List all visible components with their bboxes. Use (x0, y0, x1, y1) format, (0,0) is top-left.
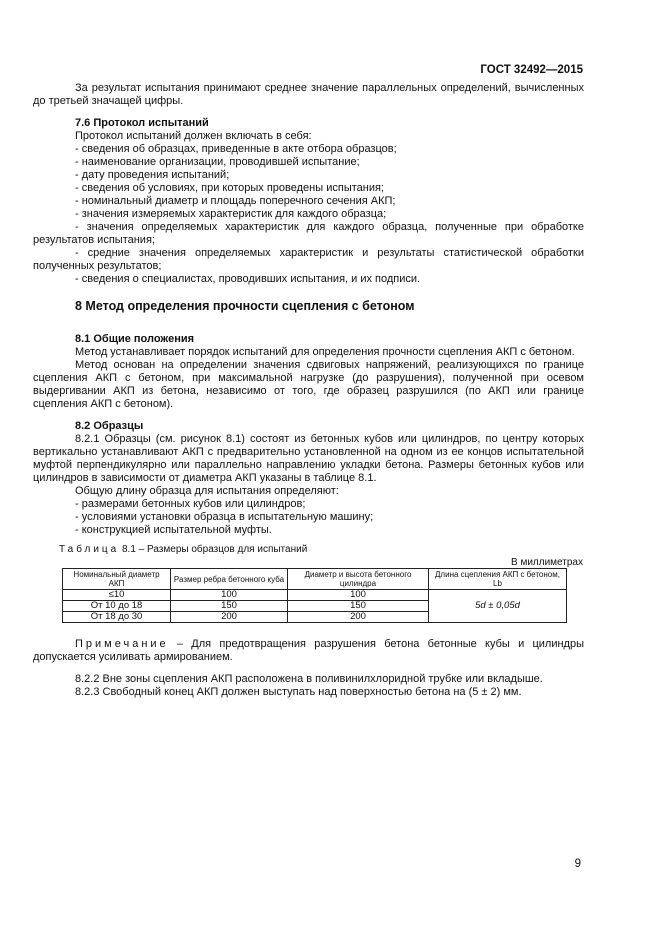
list-item: - средние значения определяемых характеристик и результаты статистической обработки полученных результатов; (33, 247, 584, 272)
table-header-row (63, 569, 567, 590)
table-cell: От 18 до 30 (63, 612, 171, 623)
standard-code: ГОСТ 32492—2015 (480, 64, 583, 76)
tail-text (75, 673, 583, 699)
list-item: - наименование организации, проводившей испытание; (75, 156, 360, 168)
section-7-6-lead: Протокол испытаний должен включать в себя: (75, 130, 312, 142)
table-header-cell (429, 569, 567, 590)
table-caption-text: 8.1 – Размеры образцов для испытаний (122, 544, 308, 555)
intro-paragraph: За результат испытания принимают среднее значение параллельных определений, вычисленных до третьей значащей цифры. (33, 82, 584, 107)
paragraph: Общую длину образца для испытания определяют: (75, 485, 339, 497)
list-item: - размерами бетонных кубов или цилиндров; (75, 498, 306, 510)
table-caption (59, 544, 307, 555)
table-units: В миллиметрах (511, 557, 583, 568)
paragraph: Метод устанавливает порядок испытаний для определения прочности сцепления АКП с бетоном. (75, 346, 575, 358)
table-cell: 100 (171, 590, 288, 601)
main-text (33, 82, 584, 537)
list-item: - сведения об образцах, приведенные в акте отбора образцов; (75, 143, 397, 155)
list-item: - конструкцией испытательной муфты. (75, 524, 272, 536)
table-header-cell: Номинальный диаметр АКП (63, 569, 171, 590)
table-merged-cell: 5d ± 0,05d (429, 590, 567, 623)
note-text: – Для предотвращения разрушения бетона бетонные кубы и цилиндры допускается усиливать армированием. (33, 638, 584, 663)
page-number: 9 (574, 858, 581, 870)
section-8-title: 8 Метод определения прочности сцепления с бетоном (75, 299, 415, 313)
list-item: - номинальный диаметр и площадь поперечного сечения АКП; (75, 195, 396, 207)
list-item: - условиями установки образца в испытательную машину; (75, 511, 374, 523)
list-item: - дату проведения испытаний; (75, 169, 230, 181)
list-item: - значения измеряемых характеристик для каждого образца; (75, 208, 387, 220)
section-8-2-title: 8.2 Образцы (75, 420, 144, 432)
section-8-1-title: 8.1 Общие положения (75, 333, 195, 345)
paragraph: 8.2.1 Образцы (см. рисунок 8.1) состоят из бетонных кубов или цилиндров, по центру которых вертикально устанавливают АКП с предварительно установленной на одном из ее концов испытательной муфтой перпендикулярно или параллельно направлению укладки бетона. Размеры бетонных кубов или цилиндров в зависимости от диаметра АКП указаны в таблице 8.1. (33, 433, 584, 484)
note-label: Примечание (75, 638, 169, 650)
table-cell: 200 (288, 612, 429, 623)
table-caption-label: Таблица (59, 544, 120, 555)
list-item: - сведения об условиях, при которых проведены испытания; (75, 182, 384, 194)
list-item: - значения определяемых характеристик для каждого образца, полученные при обработке результатов испытания; (33, 221, 584, 246)
paragraph: 8.2.3 Свободный конец АКП должен выступать над поверхностью бетона на (5 ± 2) мм. (75, 686, 522, 698)
list-item: - сведения о специалистах, проводивших испытания, и их подписи. (75, 273, 421, 285)
table-row (63, 590, 567, 601)
table-header-cell: Размер ребра бетонного куба (171, 569, 288, 590)
paragraph: Метод основан на определении значения сдвиговых напряжений, реализующихся по границе сцепления АКП с бетоном, при максимальной нагрузке (до разрушения), полученной при осевом выдергивании АКП из бетона, независимо от того, где образец разрушился (по АКП или границе сцепления АКП с бетоном). (33, 359, 584, 410)
table-8-1 (62, 568, 567, 623)
table-cell: 150 (171, 601, 288, 612)
paragraph: 8.2.2 Вне зоны сцепления АКП расположена в поливинилхлоридной трубке или вкладыше. (75, 673, 543, 685)
table-cell: ≤10 (63, 590, 171, 601)
header-text: Длина сцепления АКП с бетоном, Lb (435, 570, 560, 588)
table-cell: 200 (171, 612, 288, 623)
table-header-cell: Диаметр и высота бетонного цилиндра (288, 569, 429, 590)
section-7-6-title: 7.6 Протокол испытаний (75, 117, 209, 129)
table-cell: От 10 до 18 (63, 601, 171, 612)
table-cell: 150 (288, 601, 429, 612)
table-cell: 100 (288, 590, 429, 601)
table-note (33, 638, 584, 664)
